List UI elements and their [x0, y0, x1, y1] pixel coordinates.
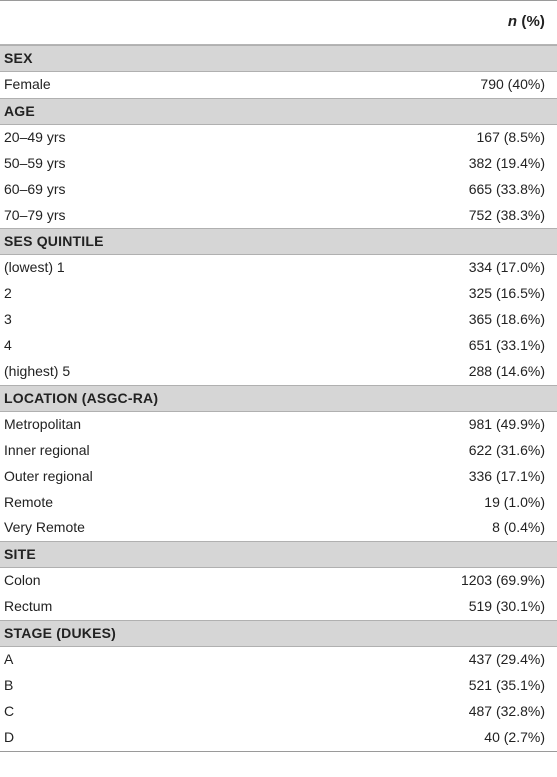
table-row: [0, 177, 557, 203]
row-label: 50–59 yrs: [4, 154, 66, 171]
row-label: C: [4, 702, 15, 719]
section-header: SEX: [0, 45, 557, 72]
row-value: 1203 (69.9%): [460, 572, 545, 589]
row-value: 487 (32.8%): [468, 702, 545, 719]
row-label: Very Remote: [4, 519, 85, 536]
table-row: [0, 307, 557, 333]
table-row: [0, 281, 557, 307]
row-label: (lowest) 1: [4, 259, 65, 276]
table-header: [0, 1, 557, 45]
row-label: D: [4, 728, 15, 745]
table-row: [0, 333, 557, 359]
row-label: Remote: [4, 493, 54, 510]
table-row: [0, 647, 557, 673]
section-header: SITE: [0, 541, 557, 568]
row-label: 60–69 yrs: [4, 180, 66, 197]
row-value: 40 (2.7%): [484, 728, 545, 745]
row-value: 651 (33.1%): [468, 337, 545, 354]
row-label: B: [4, 677, 14, 694]
row-value: 288 (14.6%): [468, 363, 545, 380]
row-value: 167 (8.5%): [476, 128, 545, 145]
row-value: 325 (16.5%): [468, 285, 545, 302]
row-label: 70–79 yrs: [4, 206, 66, 223]
row-value: 334 (17.0%): [468, 259, 545, 276]
table-row: [0, 125, 557, 151]
row-value: 752 (38.3%): [468, 206, 545, 223]
section-header: LOCATION (ASGC-RA): [0, 385, 557, 412]
table-row: [0, 438, 557, 464]
table-row: [0, 72, 557, 98]
table-row: [0, 515, 557, 541]
table-row: [0, 151, 557, 177]
row-value: 437 (29.4%): [468, 651, 545, 668]
table-row: [0, 568, 557, 594]
row-value: 382 (19.4%): [468, 154, 545, 171]
table-row: [0, 725, 557, 751]
table-row: [0, 699, 557, 725]
row-value: 665 (33.8%): [468, 180, 545, 197]
row-label: Inner regional: [4, 441, 90, 458]
row-label: Metropolitan: [4, 415, 82, 432]
table-row: [0, 490, 557, 516]
section-header: AGE: [0, 98, 557, 125]
table-row: [0, 412, 557, 438]
row-label: (highest) 5: [4, 363, 71, 380]
row-value: 519 (30.1%): [468, 598, 545, 615]
section-header: SES QUINTILE: [0, 228, 557, 255]
n-label: n: [507, 13, 518, 30]
row-label: 2: [4, 285, 12, 302]
row-label: Colon: [4, 572, 41, 589]
table-row: [0, 594, 557, 620]
row-label: Outer regional: [4, 467, 93, 484]
table-row: [0, 673, 557, 699]
section-header: STAGE (DUKES): [0, 620, 557, 647]
table-row: [0, 359, 557, 385]
row-label: 20–49 yrs: [4, 128, 66, 145]
row-value: 19 (1.0%): [484, 493, 545, 510]
row-value: 790 (40%): [480, 76, 545, 92]
row-value: 336 (17.1%): [468, 467, 545, 484]
row-label: Rectum: [4, 598, 53, 615]
row-value: 8 (0.4%): [492, 519, 545, 536]
row-label: 4: [4, 337, 12, 354]
column-header-n-percent: [508, 13, 545, 30]
row-label: A: [4, 651, 14, 668]
row-value: 981 (49.9%): [468, 415, 545, 432]
row-label: 3: [4, 311, 12, 328]
table-row: [0, 464, 557, 490]
table-row: [0, 255, 557, 281]
row-label: Female: [4, 76, 51, 92]
percent-label: (%): [521, 13, 545, 30]
row-value: 622 (31.6%): [468, 441, 545, 458]
table-bottom-rule: [0, 751, 557, 752]
table-body: [0, 45, 557, 751]
row-value: 521 (35.1%): [468, 677, 545, 694]
table-row: [0, 203, 557, 229]
row-value: 365 (18.6%): [468, 311, 545, 328]
